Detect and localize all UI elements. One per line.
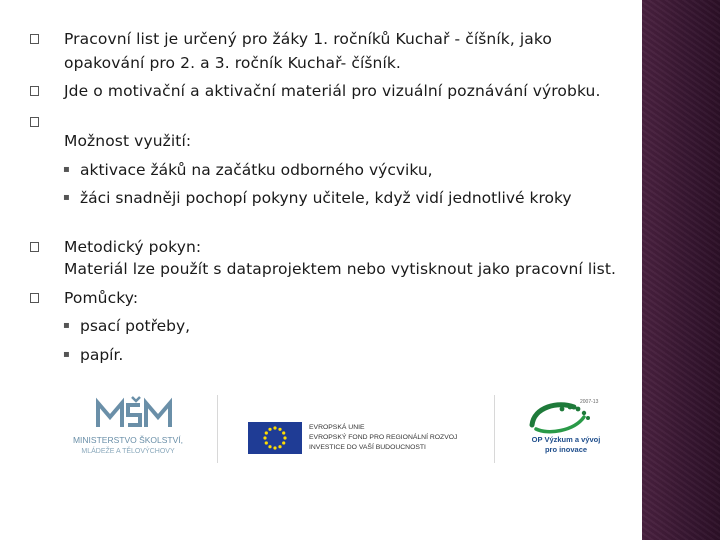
bullet-text: Možnost využití: xyxy=(64,132,192,150)
checkbox-bullet-icon xyxy=(30,34,39,44)
bullet-text: Pomůcky: xyxy=(64,289,139,307)
eu-logo-icon xyxy=(247,418,477,458)
msmt-label: MINISTERSTVO ŠKOLSTVÍ, xyxy=(72,435,184,445)
sub-bullet-icon: ▪ xyxy=(63,192,70,203)
sub-bullet-icon: ▪ xyxy=(63,320,70,331)
sub-bullet-text: žáci snadněji pochopí pokyny učitele, když vidí jednotlivé kroky xyxy=(80,189,572,207)
bullet-text: Materiál lze použít s dataprojektem nebo vytisknout jako pracovní list. xyxy=(64,260,617,278)
logo-divider xyxy=(217,395,218,463)
sub-bullet-icon: ▪ xyxy=(63,349,70,360)
sub-bullet-text: psací potřeby, xyxy=(80,317,191,335)
bullet-text: opakování pro 2. a 3. ročník Kuchař- číšník. xyxy=(64,54,401,72)
checkbox-bullet-icon xyxy=(30,117,39,127)
bullet-text: Pracovní list je určený pro žáky 1. ročníků Kuchař - číšník, jako xyxy=(64,30,553,48)
op-year-label: 2007-13 xyxy=(580,399,599,405)
eu-label: EVROPSKÁ UNIE xyxy=(309,424,365,431)
op-label: OP Výzkum a vývoj xyxy=(531,435,601,444)
op-vavpi-logo-icon xyxy=(518,395,628,460)
msmt-label: MLÁDEŽE A TĚLOVÝCHOVY xyxy=(81,448,175,455)
op-label: pro inovace xyxy=(544,445,588,454)
checkbox-bullet-icon xyxy=(30,242,39,252)
bullet-text: Jde o motivační a aktivační materiál pro vizuální poznávání výrobku. xyxy=(64,82,601,100)
sub-bullet-text: papír. xyxy=(80,346,124,364)
sub-bullet-text: aktivace žáků na začátku odborného výcviku, xyxy=(80,161,433,179)
eu-label: EVROPSKÝ FOND PRO REGIONÁLNÍ ROZVOJ xyxy=(309,434,458,441)
logo-divider xyxy=(494,395,495,463)
sub-bullet-icon: ▪ xyxy=(63,164,70,175)
checkbox-bullet-icon xyxy=(30,293,39,303)
bullet-text: Metodický pokyn: xyxy=(64,238,202,256)
checkbox-bullet-icon xyxy=(30,86,39,96)
msmt-logo-icon xyxy=(58,395,198,465)
eu-label: INVESTICE DO VAŠÍ BUDOUCNOSTI xyxy=(309,444,426,451)
decorative-sidebar xyxy=(642,0,720,540)
